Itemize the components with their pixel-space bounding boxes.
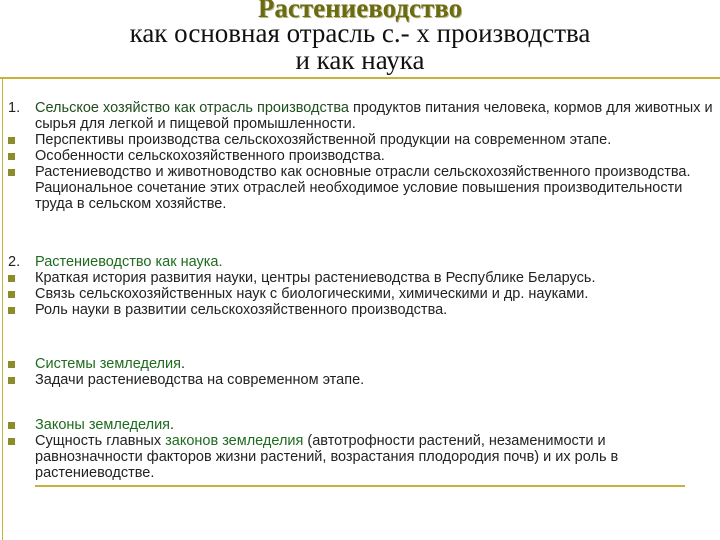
section-4	[8, 417, 713, 481]
bullet-icon	[8, 153, 15, 160]
bullet-icon	[8, 422, 15, 429]
list-item	[8, 286, 713, 302]
item-text: Связь сельскохозяйственных наук с биологическими, химическими и др. науками.	[35, 286, 589, 302]
list-item	[8, 270, 713, 286]
item-number: 1.	[8, 100, 21, 116]
bullet-icon	[8, 169, 15, 176]
section-3	[8, 356, 713, 388]
list-item	[8, 356, 713, 372]
item-text: Задачи растениеводства на современном этапе.	[35, 372, 365, 388]
list-item	[8, 132, 713, 148]
item-text: Краткая история развития науки, центры растениеводства в Республике Беларусь.	[35, 270, 596, 286]
section-2	[8, 254, 713, 318]
list-item	[8, 302, 713, 318]
bullet-icon	[8, 291, 15, 298]
list-item	[8, 417, 713, 433]
bullet-icon	[8, 438, 15, 445]
bullet-icon	[8, 137, 15, 144]
list-item	[8, 100, 713, 132]
list-item	[8, 372, 713, 388]
item-highlight: Законы земледелия	[35, 417, 171, 433]
item-text: Роль науки в развитии сельскохозяйственного производства.	[35, 302, 448, 318]
list-item	[8, 148, 713, 164]
subtitle-line-2: и как наука	[295, 45, 425, 75]
left-divider	[2, 79, 3, 540]
subtitle-line-1: как основная отрасль с.- х производства	[129, 18, 591, 48]
item-highlight: Системы земледелия	[35, 356, 181, 372]
item-highlight: законов земледелия	[165, 433, 304, 449]
item-text: .	[170, 417, 175, 433]
bullet-icon	[8, 307, 15, 314]
item-text: (автотрофности растений, незаменимости и равнозначности факторов жизни растений, возрастания плодородия почв) и их роль в растениеводстве.	[35, 433, 619, 481]
item-text: .	[180, 356, 185, 372]
bullet-icon	[8, 377, 15, 384]
item-highlight: Растениеводство как наука.	[35, 254, 223, 270]
section-1	[8, 100, 713, 212]
slide-subtitle	[0, 20, 720, 74]
item-text: Перспективы производства сельскохозяйственной продукции на современном этапе.	[35, 132, 612, 148]
item-text: Особенности сельскохозяйственного производства.	[35, 148, 385, 164]
list-item	[8, 254, 713, 270]
item-text-pre: Сущность главных	[35, 433, 166, 449]
list-item	[8, 433, 713, 481]
bullet-icon	[8, 275, 15, 282]
item-number: 2.	[8, 254, 21, 270]
top-divider	[0, 77, 720, 79]
slide-title: Растениеводство	[257, 0, 463, 23]
bullet-icon	[8, 361, 15, 368]
list-item	[8, 164, 713, 212]
item-text: Растениеводство и животноводство как основные отрасли сельскохозяйственного производства. Рациональное сочетание этих отраслей необходимое условие повышения производительности труда в сельском хозяйстве.	[35, 164, 691, 212]
bottom-divider	[35, 485, 685, 487]
item-highlight: Сельское хозяйство как отрасль производства	[35, 100, 349, 116]
item-text: продуктов питания человека, кормов для животных и сырья для легкой и пищевой промышленности.	[35, 100, 713, 132]
